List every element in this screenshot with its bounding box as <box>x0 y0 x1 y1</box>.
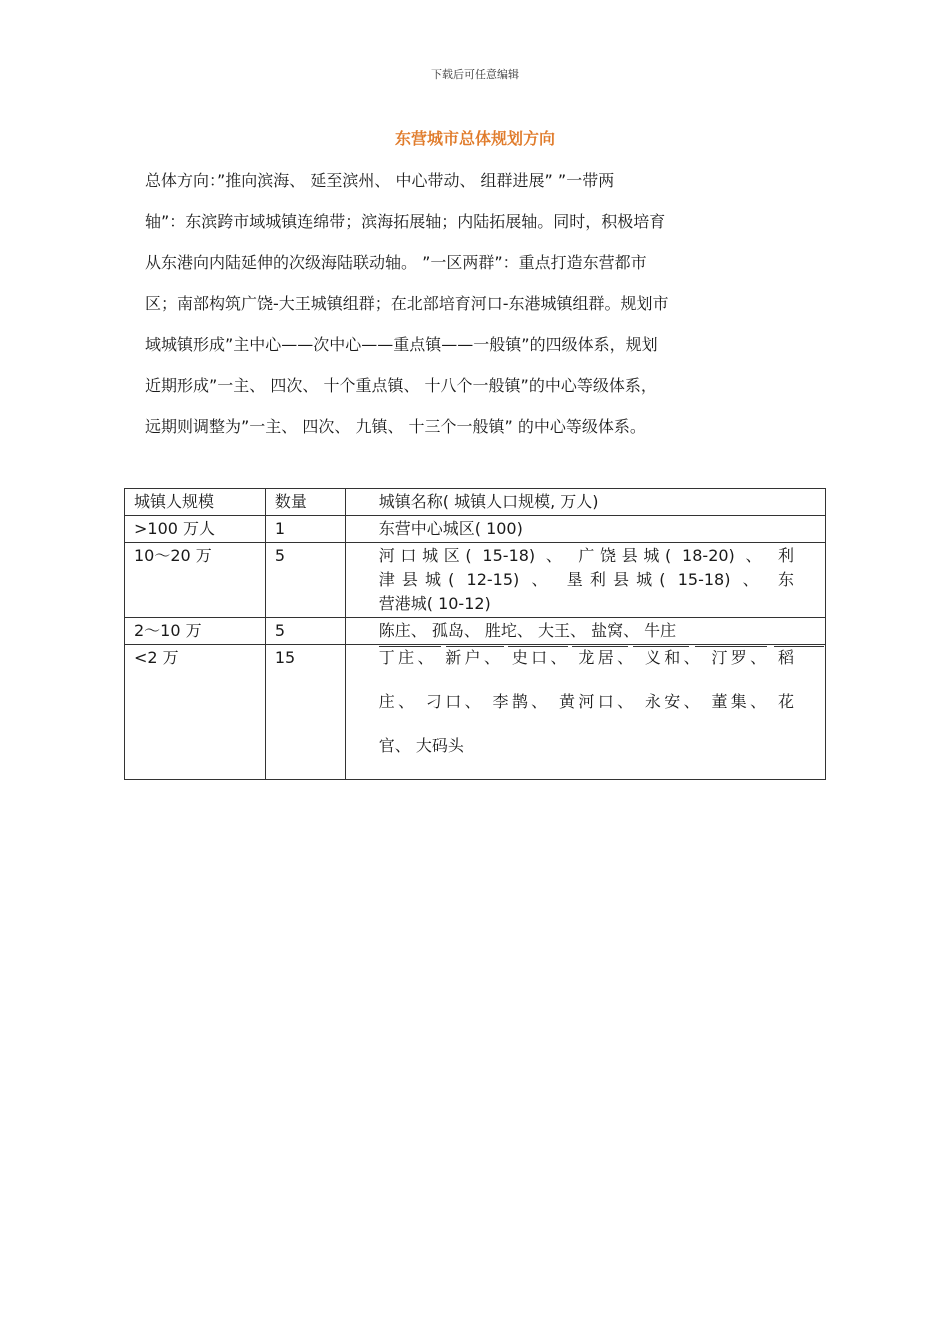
cell-scale: 10～20 万 <box>125 543 266 618</box>
underline-mark <box>508 646 568 647</box>
underline-mark <box>446 646 504 647</box>
table-row <box>125 618 826 645</box>
cell-count: 5 <box>265 618 345 645</box>
paragraph-line: 远期则调整为”一主、 四次、 九镇、 十三个一般镇” 的中心等级体系。 <box>145 417 646 436</box>
cell-names: 东营中心城区( 100) <box>345 516 825 543</box>
paragraph-line: 区；南部构筑广饶-大王城镇组群；在北部培育河口-东港城镇组群。规划市 <box>145 294 669 313</box>
cell-count: 5 <box>265 543 345 618</box>
paragraph-line: 轴”：东滨跨市域城镇连绵带；滨海拓展轴；内陆拓展轴。同时，积极培育 <box>145 212 666 231</box>
cell-names-line: 官、 大码头 <box>378 736 464 755</box>
underline-mark <box>572 646 628 647</box>
paragraph-line: 总体方向：”推向滨海、 延至滨州、 中心带动、 组群进展” ”一带两 <box>145 171 615 190</box>
cell-names-line: 河口城区( 15-18) 、 广饶县城( 18-20) 、 利 <box>378 546 794 565</box>
cell-count: 15 <box>265 645 345 780</box>
cell-names-line: 营港城( 10-12) <box>378 594 491 613</box>
header-scale: 城镇人规模 <box>125 489 266 516</box>
underline-mark <box>774 646 824 647</box>
paragraph-line: 从东港向内陆延伸的次级海陆联动轴。 ”一区两群”：重点打造东营都市 <box>145 253 647 272</box>
cell-count: 1 <box>265 516 345 543</box>
cell-names-line: 津县城( 12-15) 、 垦利县城( 15-18) 、 东 <box>378 570 794 589</box>
table-header-row <box>125 489 826 516</box>
paragraph-line: 域城镇形成”主中心——次中心——重点镇——一般镇”的四级体系，规划 <box>145 335 658 354</box>
body-paragraph <box>145 160 785 447</box>
table-row <box>125 645 826 780</box>
underline-mark <box>379 646 441 647</box>
cell-names <box>345 543 825 618</box>
paragraph-line: 近期形成”一主、 四次、 十个重点镇、 十八个一般镇”的中心等级体系， <box>145 376 657 395</box>
header-note: 下载后可任意编辑 <box>431 68 519 81</box>
page-title: 东营城市总体规划方向 <box>394 129 555 148</box>
cell-names <box>345 618 825 645</box>
header-count: 数量 <box>265 489 345 516</box>
cell-scale: >100 万人 <box>125 516 266 543</box>
table-row <box>125 543 826 618</box>
cell-scale: 2～10 万 <box>125 618 266 645</box>
cell-names-line: 丁庄、 新户、 史口、 龙居、 义和、 汀罗、 稻 <box>378 648 794 667</box>
cell-names <box>345 645 825 780</box>
header-names: 城镇名称( 城镇人口规模, 万人) <box>345 489 825 516</box>
underline-mark <box>695 646 767 647</box>
underline-mark <box>633 646 689 647</box>
cell-names-line: 庄、 刁口、 李鹊、 黄河口、 永安、 董集、 花 <box>378 692 794 711</box>
cell-scale: <2 万 <box>125 645 266 780</box>
town-scale-table <box>124 488 826 780</box>
cell-names-line: 陈庄、 孤岛、 胜坨、 大王、 盐窝、 牛庄 <box>378 621 677 640</box>
table-row <box>125 516 826 543</box>
